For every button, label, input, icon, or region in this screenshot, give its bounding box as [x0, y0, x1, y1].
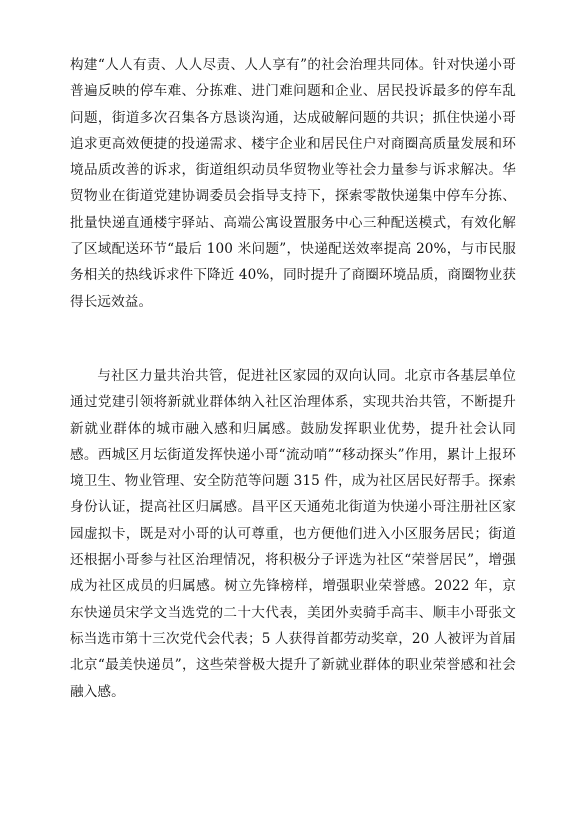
document-page — [70, 52, 516, 705]
paragraph-co-management: 与社区力量共治共管，促进社区家园的双向认同。北京市各基层单位通过党建引领将新就业群体纳入社区治理体系，实现共治共管，不断提升新就业群体的城市融入感和归属感。鼓励发挥职业优势，提升社会认同感。西城区月坛街道发挥快递小哥“流动哨”“移动探头”作用，累计上报环境卫生、物业管理、安全防范等问题 315 件，成为社区居民好帮手。探索身份认证，提高社区归属感。昌平区天通苑北街道为快递小哥注册社区家园虚拟卡，既是对小哥的认可尊重，也方便他们进入小区服务居民；街道还根据小哥参与社区治理情况，将积极分子评选为社区“荣誉居民”，增强成为社区成员的归属感。树立先锋榜样，增强职业荣誉感。2022 年，京东快递员宋学文当选党的二十大代表，美团外卖骑手高丰、顺丰小哥张文标当选市第十三次党代会代表；5 人获得首都劳动奖章，20 人被评为首届北京“最美快递员”，这些荣誉极大提升了新就业群体的职业荣誉感和社会融入感。 — [70, 367, 516, 700]
paragraph-community-governance: 构建“人人有责、人人尽责、人人享有”的社会治理共同体。针对快递小哥普遍反映的停车难、分拣难、进门难问题和企业、居民投诉最多的停车乱问题，街道多次召集各方恳谈沟通，达成破解问题的共识；抓住快递小哥追求更高效便捷的投递需求、楼宇企业和居民住户对商圈高质量发展和环境品质改善的诉求，街道组织动员华贸物业等社会力量参与诉求解决。华贸物业在街道党建协调委员会指导支持下，探索零散快递集中停车分拣、批量快递直通楼宇驿站、高端公寓设置服务中心三种配送模式，有效化解了区域配送环节“最后 100 米问题”，快递配送效率提高 20%，与市民服务相关的热线诉求件下降近 40%，同时提升了商圈环境品质，商圈物业获得长远效益。 — [70, 57, 516, 310]
